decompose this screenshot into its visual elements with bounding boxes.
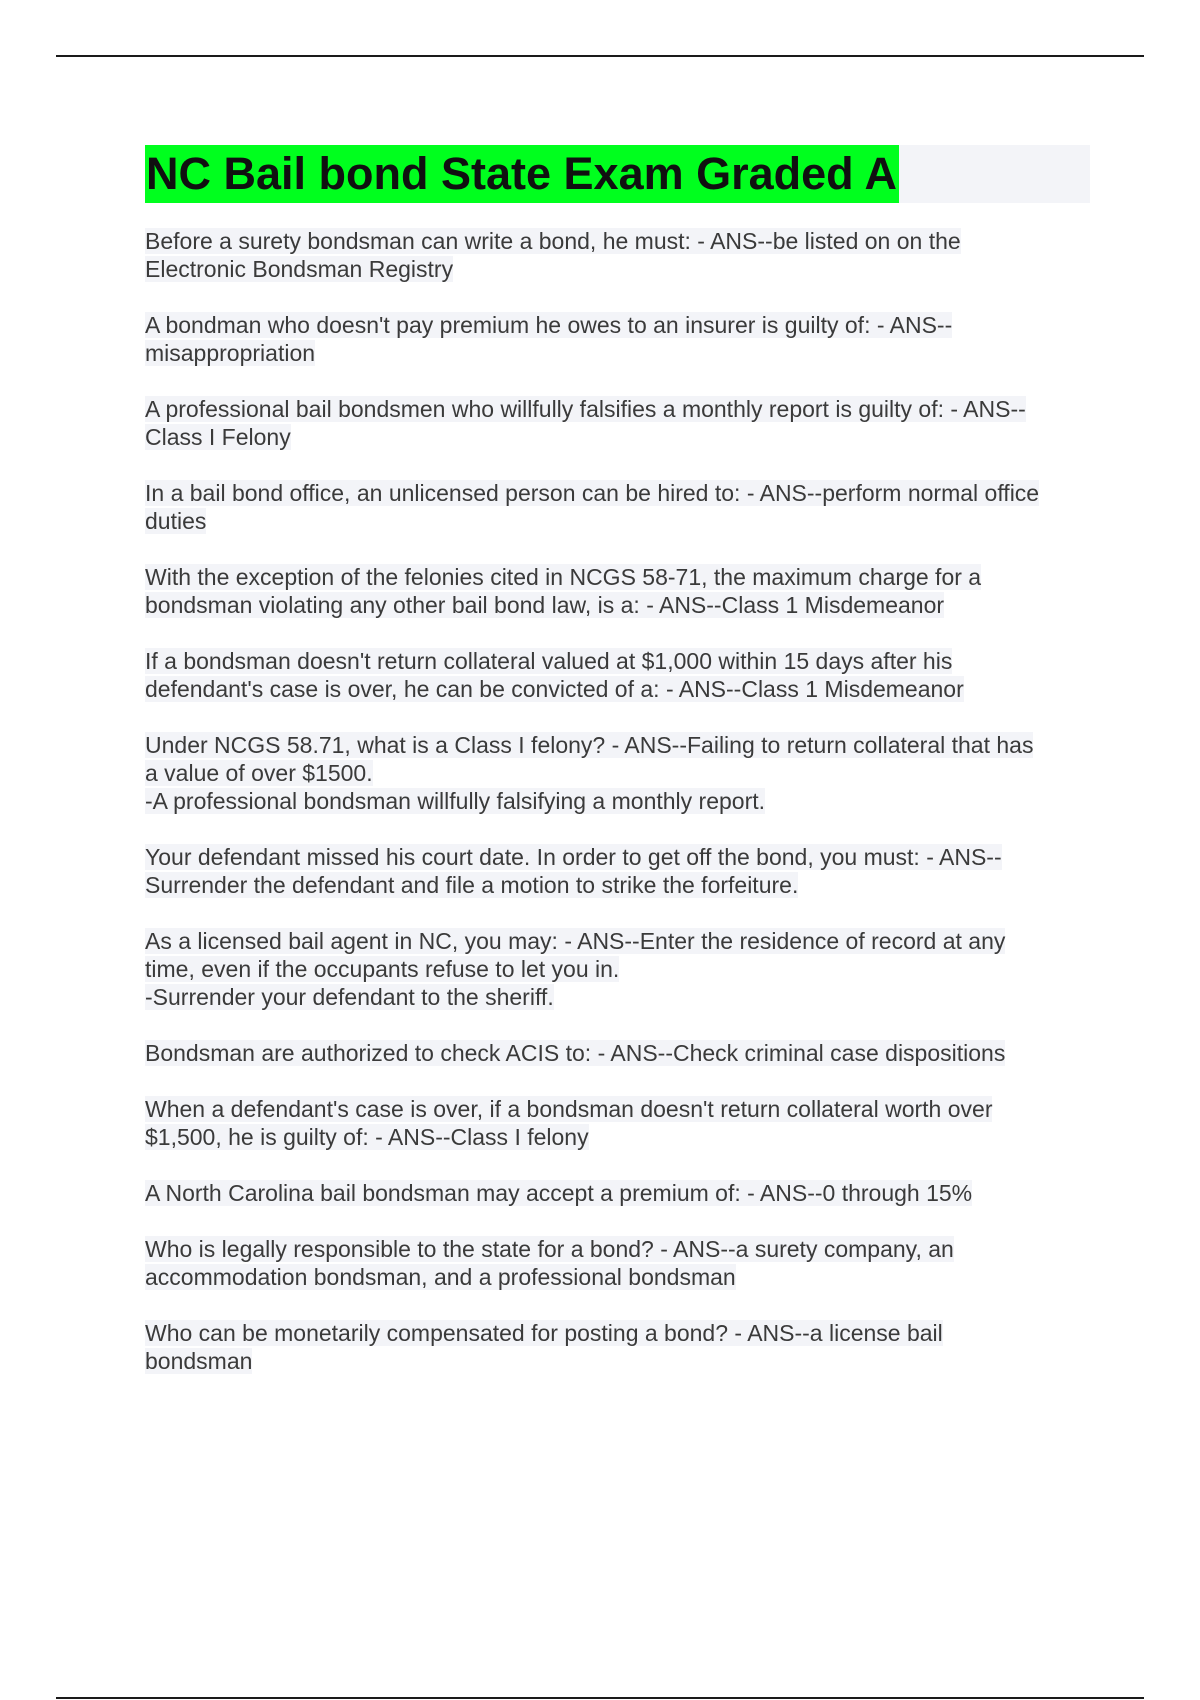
qa-item [145,311,1090,367]
qa-item [145,395,1090,451]
qa-item-text: If a bondsman doesn't return collateral valued at $1,000 within 15 days after his defendant's case is over, he can be convicted of a: - ANS--Class 1 Misdemeanor [145,648,964,702]
qa-list [145,227,1090,1375]
qa-item-text: In a bail bond office, an unlicensed person can be hired to: - ANS--perform normal office duties [145,480,1040,534]
qa-item-text: Who is legally responsible to the state for a bond? - ANS--a surety company, an accommodation bondsman, and a professional bondsman [145,1236,954,1290]
qa-item [145,1319,1090,1375]
qa-item-text: Bondsman are authorized to check ACIS to: - ANS--Check criminal case dispositions [145,1040,1006,1066]
qa-item-text: Who can be monetarily compensated for posting a bond? - ANS--a license bail bondsman [145,1320,943,1374]
top-divider [56,55,1144,57]
qa-item [145,647,1090,703]
bottom-divider [56,1697,1144,1699]
qa-item-text: Your defendant missed his court date. In order to get off the bond, you must: - ANS-- Surrender the defendant and file a motion to strike the forfeiture. [145,844,1002,898]
qa-item [145,227,1090,283]
qa-item-text: A bondman who doesn't pay premium he owes to an insurer is guilty of: - ANS-- misappropriation [145,312,953,366]
qa-item [145,1235,1090,1291]
document-body [145,145,1090,1403]
qa-item [145,479,1090,535]
qa-item-text: A professional bail bondsmen who willfully falsifies a monthly report is guilty of: - ANS-- Class I Felony [145,396,1026,450]
qa-item-text: Before a surety bondsman can write a bond, he must: - ANS--be listed on on the Electronic Bondsman Registry [145,228,961,282]
title-bar [145,145,1090,203]
qa-item [145,1095,1090,1151]
qa-item [145,563,1090,619]
qa-item-text: Under NCGS 58.71, what is a Class I felony? - ANS--Failing to return collateral that has a value of over $1500. -A professional bondsman willfully falsifying a monthly report. [145,732,1034,814]
qa-item-text: A North Carolina bail bondsman may accept a premium of: - ANS--0 through 15% [145,1180,973,1206]
page-title: NC Bail bond State Exam Graded A [145,145,899,203]
qa-item [145,1039,1090,1067]
qa-item-text: As a licensed bail agent in NC, you may: - ANS--Enter the residence of record at any time, even if the occupants refuse to let you in. -Surrender your defendant to the sheriff. [145,928,1006,1010]
qa-item [145,927,1090,1011]
qa-item-text: When a defendant's case is over, if a bondsman doesn't return collateral worth over $1,500, he is guilty of: - ANS--Class I felony [145,1096,993,1150]
qa-item-text: With the exception of the felonies cited in NCGS 58-71, the maximum charge for a bondsman violating any other bail bond law, is a: - ANS--Class 1 Misdemeanor [145,564,982,618]
qa-item [145,1179,1090,1207]
qa-item [145,731,1090,815]
qa-item [145,843,1090,899]
